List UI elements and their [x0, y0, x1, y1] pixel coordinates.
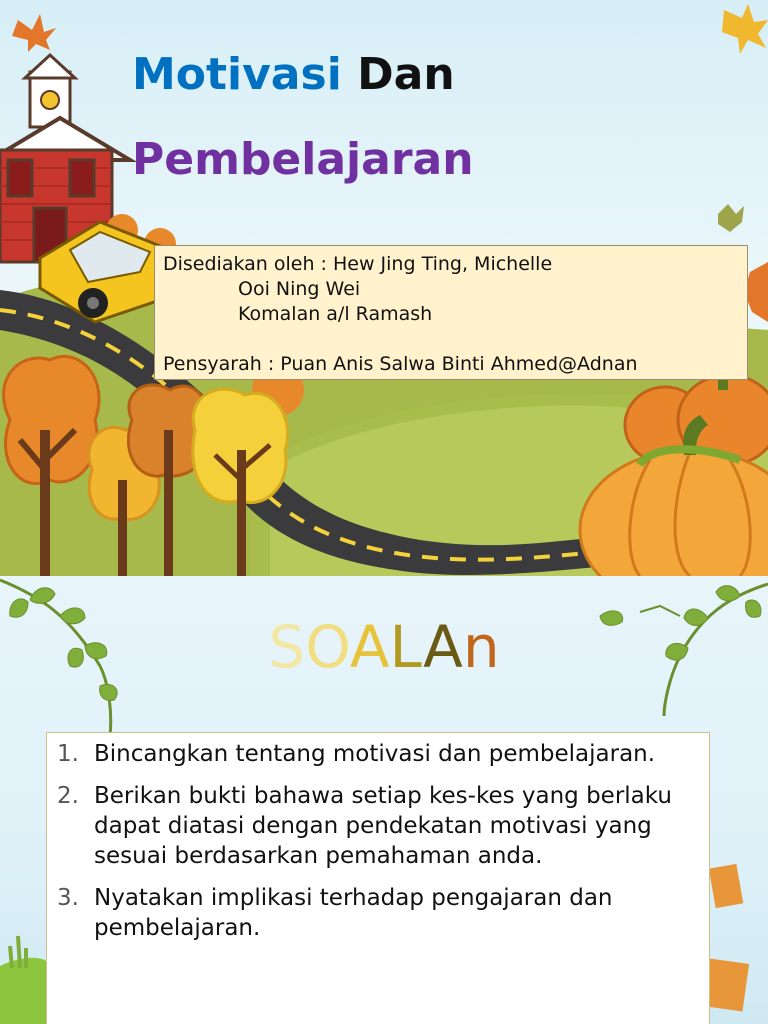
slide-title-line2: Pembelajaran	[132, 134, 474, 185]
question-text: Nyatakan implikasi terhadap pengajaran dan pembelajaran.	[94, 885, 613, 941]
heading-letter: O	[305, 613, 350, 681]
autumn-leaf-icon	[722, 4, 768, 54]
lecturer-line: Pensyarah : Puan Anis Salwa Binti Ahmed@Adnan	[163, 353, 638, 375]
title-word-dan: Dan	[357, 49, 455, 100]
title-word-motivasi: Motivasi	[132, 49, 342, 100]
slide-heading	[0, 613, 768, 681]
list-item	[57, 883, 699, 943]
presenter-info-box	[154, 245, 748, 380]
member-name: Komalan a/l Ramash	[238, 303, 433, 325]
slide-title-line1	[132, 49, 455, 100]
heading-letter: S	[268, 613, 306, 681]
autumn-leaf-icon	[12, 14, 56, 52]
question-number: 1.	[57, 741, 79, 767]
member-name: Ooi Ning Wei	[238, 278, 361, 300]
question-text: Berikan bukti bahawa setiap kes-kes yang berlaku dapat diatasi dengan pendekatan motivasi yang sesuai berdasarkan pemahaman anda.	[94, 783, 672, 869]
question-number: 2.	[57, 783, 79, 809]
questions-slide	[0, 576, 768, 1024]
prepared-by-line: Disediakan oleh : Hew Jing Ting, Michelle	[163, 253, 553, 275]
question-list	[57, 739, 699, 943]
heading-letter: n	[462, 613, 500, 681]
question-box	[46, 732, 710, 1024]
spacer	[163, 327, 739, 352]
list-item	[57, 739, 699, 769]
heading-letter: A	[423, 613, 463, 681]
autumn-leaf-icon	[718, 204, 744, 232]
question-text: Bincangkan tentang motivasi dan pembelajaran.	[94, 741, 656, 767]
heading-letter: L	[389, 613, 424, 681]
heading-letter: A	[349, 613, 390, 681]
question-number: 3.	[57, 885, 79, 911]
list-item	[57, 781, 699, 871]
